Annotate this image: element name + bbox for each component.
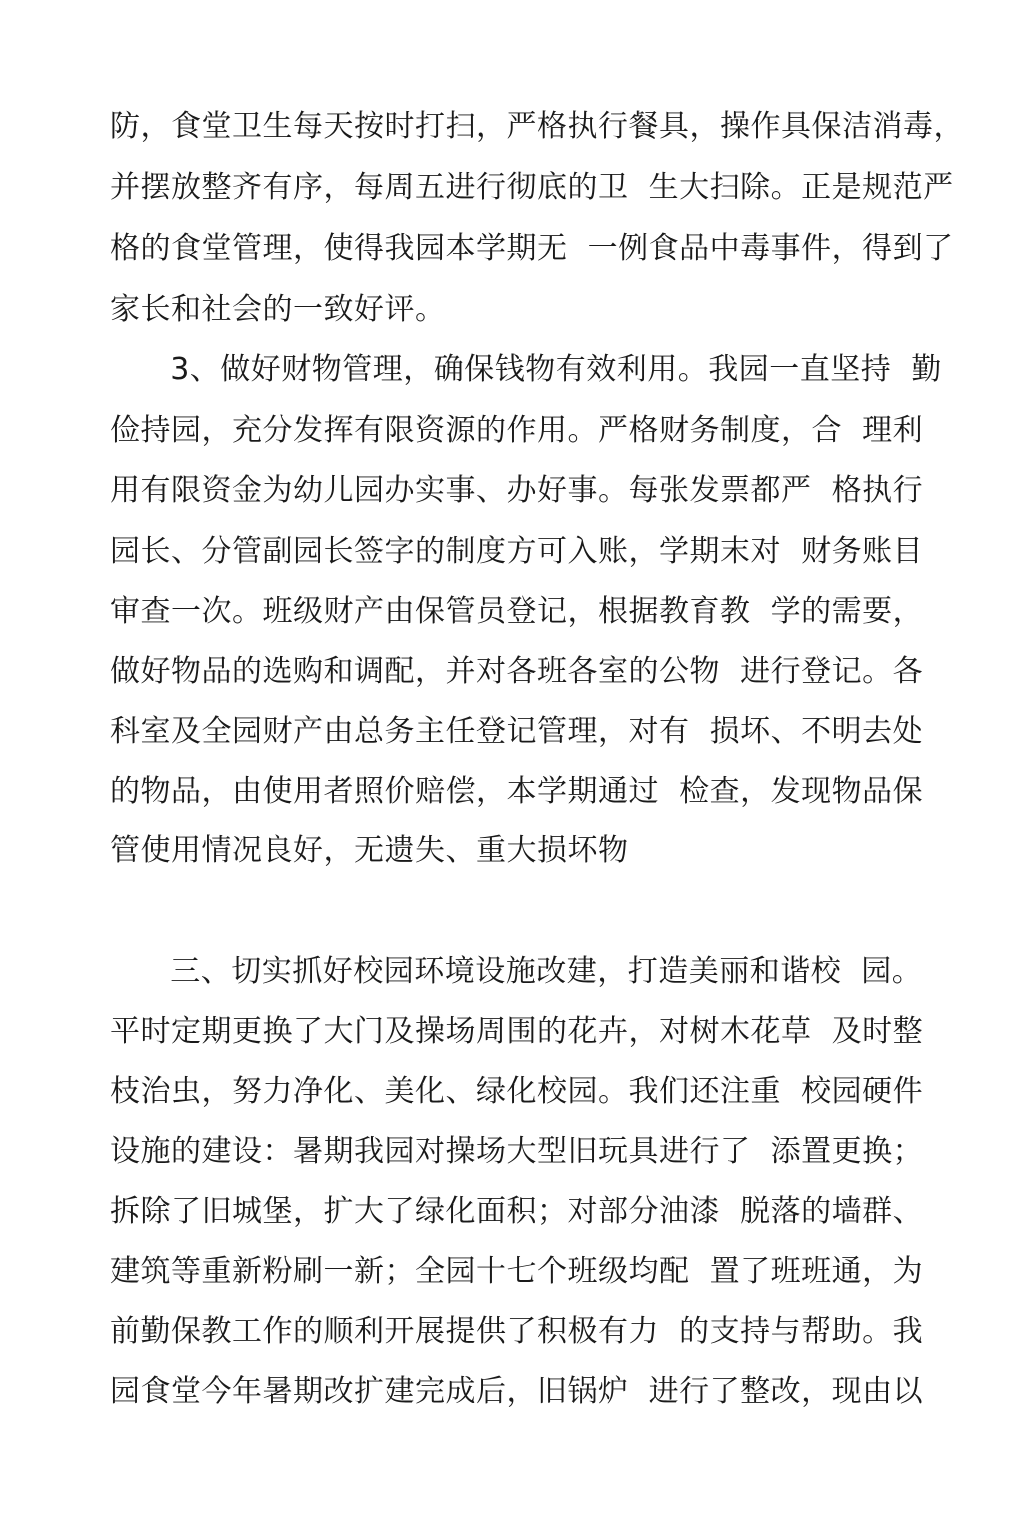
text-line: 设施的建设：暑期我园对操场大型旧玩具进行了 添置更换； (110, 1134, 924, 1169)
text-line: 格的食堂管理，使得我园本学期无 一例食品中毒事件，得到了 (110, 231, 954, 266)
text-line: 前勤保教工作的顺利开展提供了积极有力 的支持与帮助。我 (110, 1314, 924, 1349)
text-line: 的物品，由使用者照价赔偿，本学期通过 检查，发现物品保 (110, 774, 924, 809)
text-line: 家长和社会的一致好评。 (110, 292, 446, 327)
text-line: 拆除了旧城堡，扩大了绿化面积；对部分油漆 脱落的墙群、 (110, 1194, 924, 1229)
text-line: 俭持园，充分发挥有限资源的作用。严格财务制度，合 理利 (110, 413, 924, 448)
text-line: 科室及全园财产由总务主任登记管理，对有 损坏、不明去处 (110, 714, 924, 749)
text-line: 园长、分管副园长签字的制度方可入账，学期末对 财务账目 (110, 534, 924, 569)
text-line: 管使用情况良好，无遗失、重大损坏物 (110, 833, 629, 868)
paragraph-start-line: 3、做好财物管理，确保钱物有效利用。我园一直坚持 勤 (110, 352, 942, 387)
text-line: 审查一次。班级财产由保管员登记，根据教育教 学的需要， (110, 594, 924, 629)
section-heading-line: 三、切实抓好校园环境设施改建，打造美丽和谐校 园。 (110, 954, 923, 989)
text-line: 并摆放整齐有序，每周五进行彻底的卫 生大扫除。正是规范严 (110, 170, 954, 205)
text-line: 做好物品的选购和调配，并对各班各室的公物 进行登记。各 (110, 654, 924, 689)
text-line: 用有限资金为幼儿园办实事、办好事。每张发票都严 格执行 (110, 473, 924, 508)
text-line: 平时定期更换了大门及操场周围的花卉，对树木花草 及时整 (110, 1014, 924, 1049)
text-line: 建筑等重新粉刷一新；全园十七个班级均配 置了班班通，为 (110, 1254, 924, 1289)
text-line: 枝治虫，努力净化、美化、绿化校园。我们还注重 校园硬件 (110, 1074, 924, 1109)
text-line: 防，食堂卫生每天按时打扫，严格执行餐具，操作具保洁消毒， (110, 109, 964, 144)
text-line: 园食堂今年暑期改扩建完成后，旧锅炉 进行了整改，现由以 (110, 1374, 924, 1409)
